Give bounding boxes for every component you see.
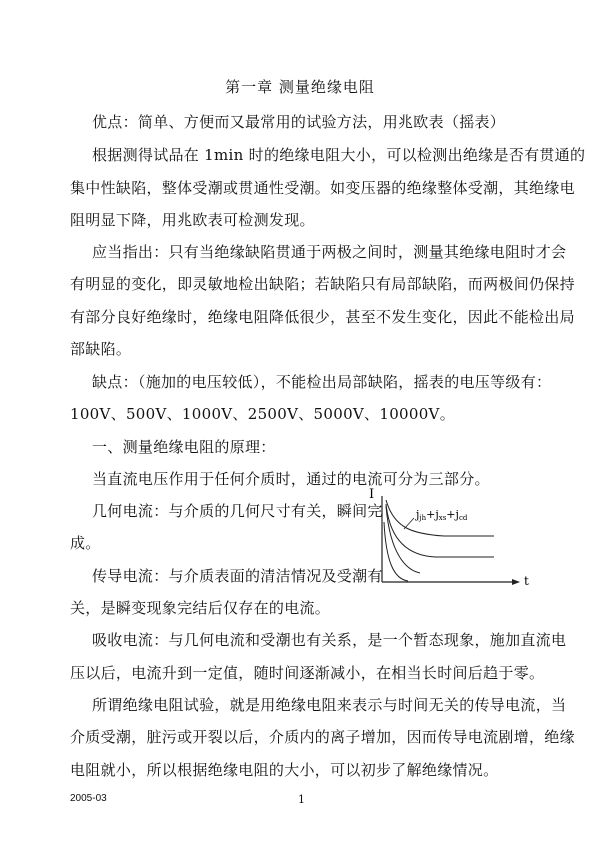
- text-line-absorption-current: 吸收电流：与几何电流和受潮也有关系，是一个暂态现象，施加直流电: [92, 631, 567, 649]
- geometric-current-curve: [384, 522, 408, 581]
- footer-date: 2005-03: [70, 793, 107, 804]
- curve-label-sub-absorption: xs: [438, 514, 447, 522]
- curve-label-sub-geometric: jh: [419, 514, 427, 522]
- curve-label-leader: [404, 518, 414, 529]
- text-line-conduction-current: 传导电流：与介质表面的清洁情况及受潮有: [92, 567, 383, 585]
- text-line: 成。: [70, 534, 101, 552]
- curve-label-plus: +: [426, 508, 436, 521]
- curve-label-j: j: [416, 508, 420, 521]
- page-title: 第一章 测量绝缘电阻: [225, 78, 375, 96]
- text-line: 有部分良好绝缘时，绝缘电阻降低很少，甚至不发生变化，因此不能检出局: [70, 308, 575, 326]
- text-line: 阻明显下降，用兆欧表可检测发现。: [70, 211, 315, 229]
- y-axis-label: I: [369, 487, 375, 502]
- curve-label-sub-conduction: cd: [458, 514, 468, 522]
- text-line: 部缺陷。: [70, 340, 132, 358]
- text-line: 当直流电压作用于任何介质时，通过的电流可分为三部分。: [92, 470, 490, 488]
- x-axis-label: t: [524, 574, 529, 588]
- section-heading: 一、测量绝缘电阻的原理：: [92, 438, 276, 456]
- text-line-voltage-levels: 100V、500V、1000V、2500V、5000V、10000V。: [70, 405, 455, 423]
- text-line: 电阻就小，所以根据绝缘电阻的大小，可以初步了解绝缘情况。: [70, 761, 499, 779]
- text-line: 介质受潮，脏污或开裂以后，介质内的离子增加，因而传导电流剧增，绝缘: [70, 728, 575, 746]
- text-line-geometric-current: 几何电流：与介质的几何尺寸有关，瞬间完: [92, 502, 383, 520]
- page-number: 1: [298, 793, 305, 806]
- text-line-advantage: 优点：简单、方便而又最常用的试验方法，用兆欧表（摇表）: [92, 113, 506, 131]
- text-line: 应当指出：只有当绝缘缺陷贯通于两极之间时，测量其绝缘电阻时才会: [92, 243, 567, 261]
- conduction-current-curve: [386, 504, 494, 557]
- text-line-disadvantage: 缺点：（施加的电压较低），不能检出局部缺陷，摇表的电压等级有：: [92, 373, 552, 391]
- text-line: 根据测得试品在 1min 时的绝缘电阻大小，可以检测出绝缘是否有贯通的: [92, 146, 586, 164]
- curve-label-j: j: [435, 508, 439, 521]
- curve-label-j: j: [455, 508, 459, 521]
- current-time-figure: [364, 482, 534, 592]
- curve-label-plus: +: [446, 508, 456, 521]
- text-line: 压以后，电流升到一定值，随时间逐渐减小，在相当长时间后趋于零。: [70, 664, 545, 682]
- text-line: 集中性缺陷，整体受潮或贯通性受潮。如变压器的绝缘整体受潮，其绝缘电: [70, 179, 575, 197]
- x-axis-arrow: [512, 579, 520, 585]
- curve-label: [414, 508, 468, 522]
- text-line-insulation-test: 所谓绝缘电阻试验，就是用绝缘电阻来表示与时间无关的传导电流，当: [92, 696, 567, 714]
- absorption-current-curve: [386, 506, 420, 573]
- text-line: 有明显的变化，即灵敏地检出缺陷；若缺陷只有局部缺陷，而两极间仍保持: [70, 275, 575, 293]
- text-line: 关，是瞬变现象完结后仅存在的电流。: [70, 599, 331, 617]
